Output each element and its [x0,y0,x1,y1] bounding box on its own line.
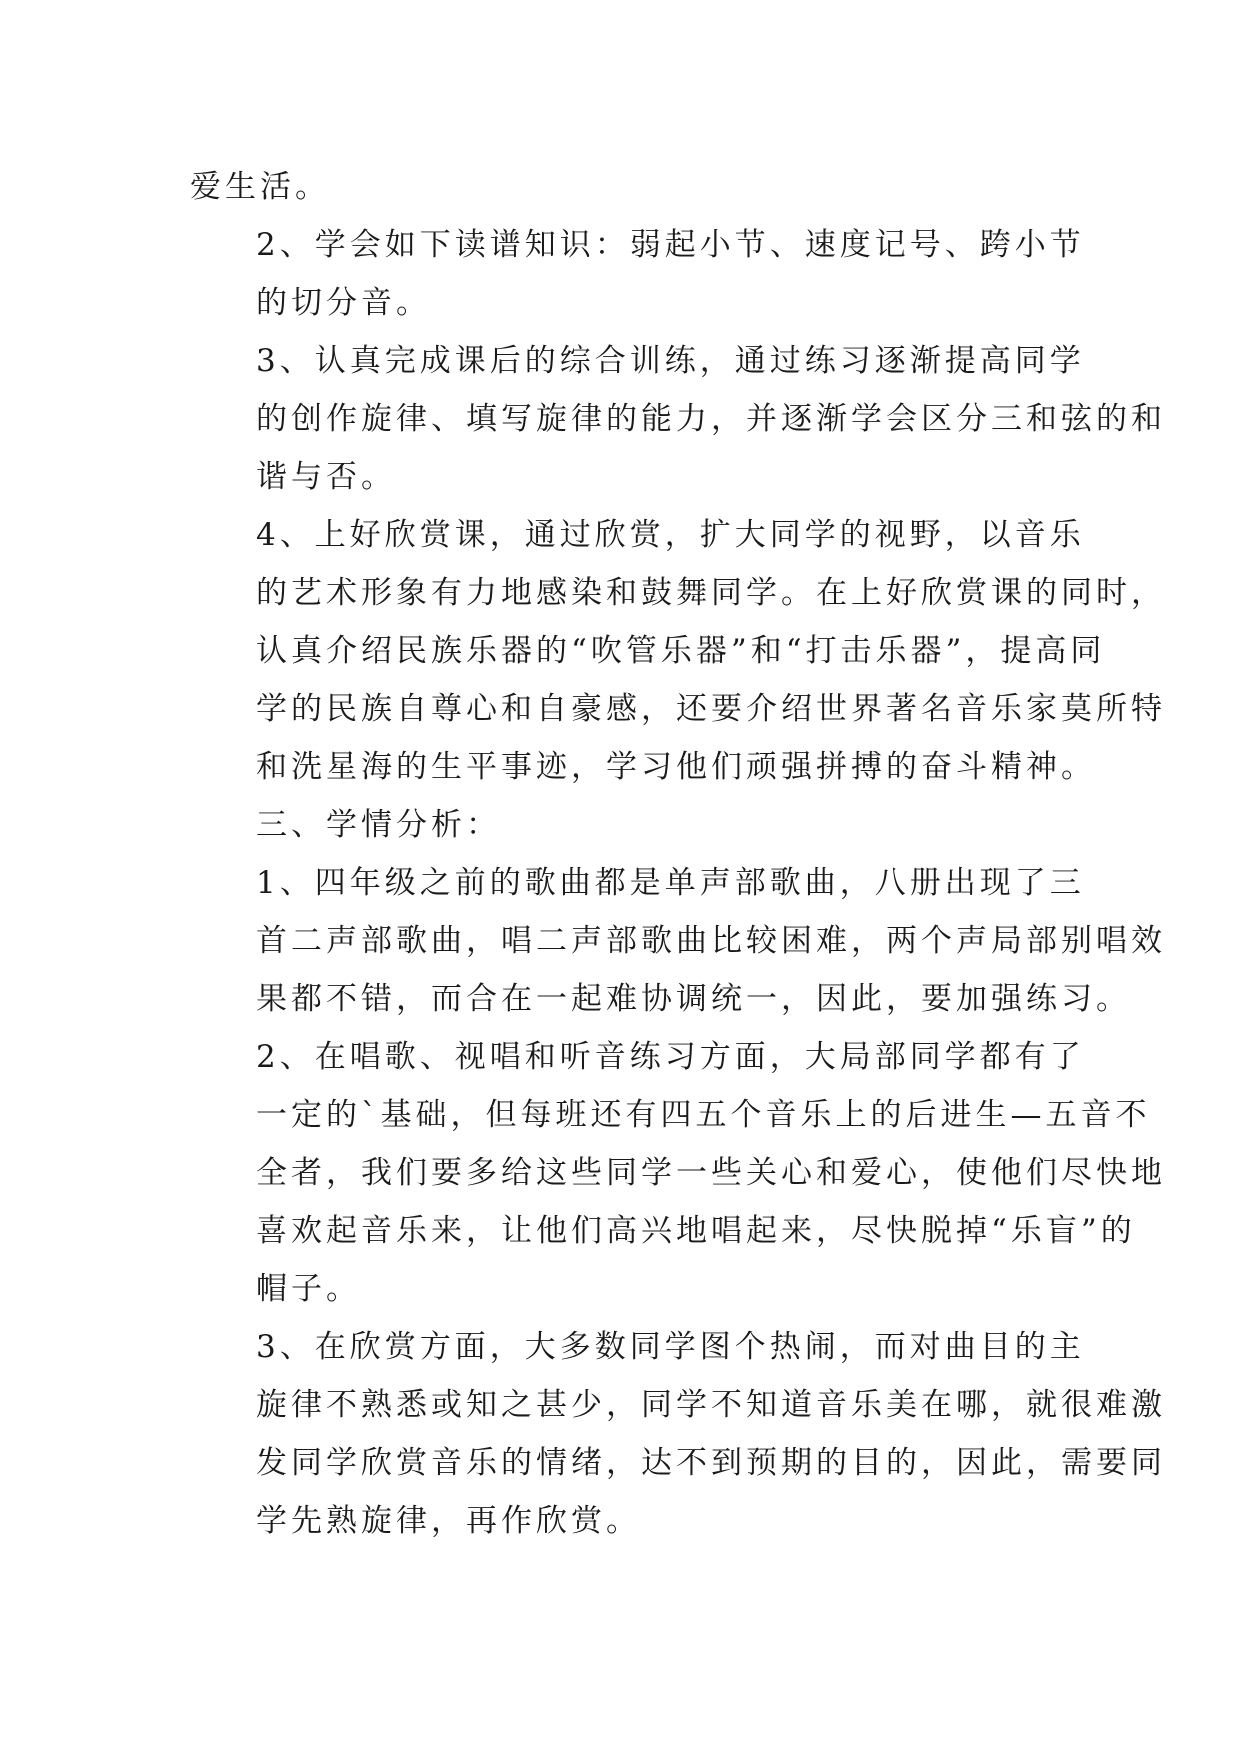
text-line: 学先熟旋律，再作欣赏。 [256,1503,641,1539]
text-line: 3、认真完成课后的综合训练，通过练习逐渐提高同学 [256,343,1085,379]
text-line: 2、学会如下读谱知识：弱起小节、速度记号、跨小节 [256,227,1085,263]
text-line: 全者，我们要多给这些同学一些关心和爱心，使他们尽快地 [256,1155,1166,1191]
text-line: 认真介绍民族乐器的“吹管乐器”和“打击乐器”，提高同 [256,633,1106,669]
paragraph [190,1318,1166,1550]
text-line: 4、上好欣赏课，通过欣赏，扩大同学的视野，以音乐 [256,517,1085,553]
text-line: 首二声部歌曲，唱二声部歌曲比较困难，两个声局部别唱效 [256,923,1166,959]
text-line: 发同学欣赏音乐的情绪，达不到预期的目的，因此，需要同 [256,1445,1166,1481]
paragraph [190,796,1070,854]
paragraph [190,854,1166,1028]
text-line: 一定的`基础，但每班还有四五个音乐上的后进生—五音不 [256,1097,1151,1133]
document-body [190,158,1166,1550]
text-line: 学的民族自尊心和自豪感，还要介绍世界著名音乐家莫所特 [256,691,1166,727]
text-line: 2、在唱歌、视唱和听音练习方面，大局部同学都有了 [256,1039,1085,1075]
text-line: 3、在欣赏方面，大多数同学图个热闹，而对曲目的主 [256,1329,1085,1365]
text-line: 1、四年级之前的歌曲都是单声部歌曲，八册出现了三 [256,865,1085,901]
text-line: 的艺术形象有力地感染和鼓舞同学。在上好欣赏课的同时， [256,575,1166,611]
text-line: 旋律不熟悉或知之甚少，同学不知道音乐美在哪，就很难激 [256,1387,1166,1423]
text-line: 谐与否。 [256,459,396,495]
text-line: 帽子。 [256,1271,361,1307]
text-line: 的创作旋律、填写旋律的能力，并逐渐学会区分三和弦的和 [256,401,1166,437]
paragraph [190,506,1166,796]
text-line: 的切分音。 [256,285,431,321]
text-line: 三、学情分析： [256,807,501,843]
paragraph [190,332,1166,506]
paragraph [190,1028,1166,1318]
text-line: 和洗星海的生平事迹，学习他们顽强拼搏的奋斗精神。 [256,749,1096,785]
text-line: 喜欢起音乐来，让他们高兴地唱起来，尽快脱掉“乐盲”的 [256,1213,1136,1249]
paragraph [190,158,1070,216]
text-line: 爱生活。 [190,169,330,205]
text-line: 果都不错，而合在一起难协调统一，因此，要加强练习。 [256,981,1131,1017]
paragraph [190,216,1085,332]
